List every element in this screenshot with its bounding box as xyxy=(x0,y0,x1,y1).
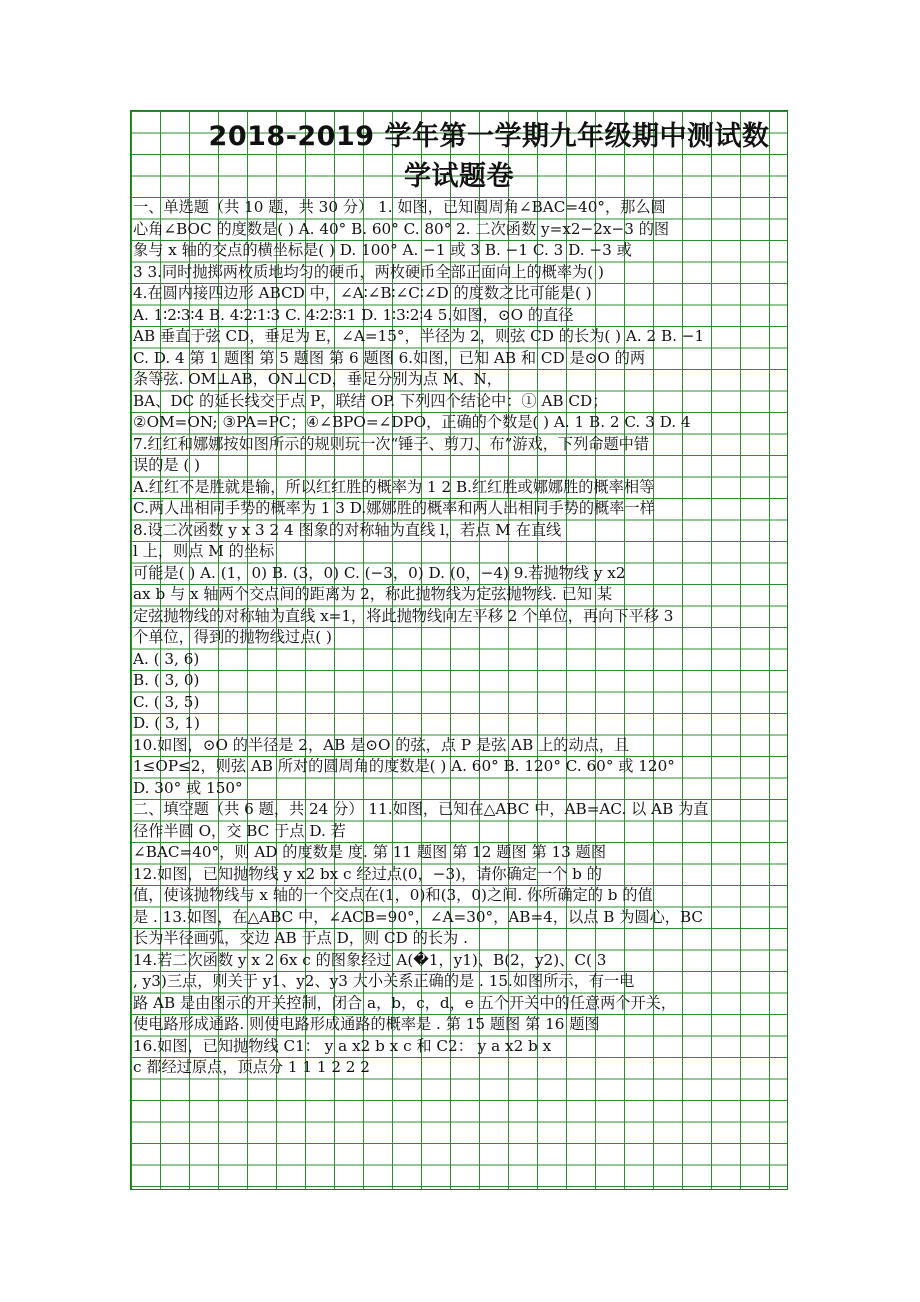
text-line: A. ( 3, 6) xyxy=(133,649,200,668)
text-line: 二、填空题（共 6 题，共 24 分） 11.如图，已知在△ABC 中，AB=AC. 以 AB 为直 xyxy=(133,800,709,818)
exam-sheet xyxy=(130,110,788,1190)
text-line: 心角∠BOC 的度数是( ) A. 40° B. 60° C. 80° 2. 二次函数 y=x2−2x−3 的图 xyxy=(133,219,670,238)
text-line: 使电路形成通路. 则使电路形成通路的概率是 . 第 15 题图 第 16 题图 xyxy=(133,1015,600,1033)
text-line: 个单位，得到的抛物线过点( ) xyxy=(133,628,332,646)
text-line: C. D. 4 第 1 题图 第 5 题图 第 6 题图 6.如图，已知 AB 和 CD 是⊙O 的两 xyxy=(133,348,646,367)
text-line: D. 30° 或 150° xyxy=(133,778,243,797)
text-line: 3 3.同时抛掷两枚质地均匀的硬币，两枚硬币全部正面向上的概率为( ) xyxy=(133,262,604,281)
text-line: D. ( 3, 1) xyxy=(133,714,200,732)
text-line: 定弦抛物线的对称轴为直线 x=1，将此抛物线向左平移 2 个单位，再向下平移 3 xyxy=(133,606,674,625)
text-line: C. ( 3, 5) xyxy=(133,692,200,711)
text-line: 10.如图，⊙O 的半径是 2，AB 是⊙O 的弦，点 P 是弦 AB 上的动点，且 xyxy=(133,735,630,754)
text-line: 长为半径画弧，交边 AB 于点 D，则 CD 的长为 . xyxy=(133,929,468,947)
text-line: 路 AB 是由图示的开关控制，闭合 a，b，c，d，e 五个开关中的任意两个开关， xyxy=(133,993,677,1012)
text-line: ax b 与 x 轴两个交点间的距离为 2，称此抛物线为定弦抛物线. 已知 某 xyxy=(133,585,613,603)
text-line: BA、DC 的延长线交于点 P，联结 OP. 下列四个结论中：① AB CD； xyxy=(133,391,608,410)
text-line: 值，使该抛物线与 x 轴的一个交点在(1，0)和(3，0)之间. 你所确定的 b 的值 xyxy=(133,886,653,904)
text-line: AB 垂直于弦 CD，垂足为 E，∠A=15°，半径为 2，则弦 CD 的长为( ) A. 2 B. −1 xyxy=(133,327,705,345)
exam-title-line-2: 学试题卷 xyxy=(404,161,514,192)
text-line: 一、单选题（共 10 题，共 30 分） 1. 如图，已知圆周角∠BAC=40°，那么圆 xyxy=(133,198,666,216)
text-line: A.红红不是胜就是输，所以红红胜的概率为 1 2 B.红红胜或娜娜胜的概率相等 xyxy=(133,477,655,496)
text-line: l 上，则点 M 的坐标 xyxy=(133,542,275,560)
text-line: 7.红红和娜娜按如图所示的规则玩一次“锤子、剪刀、布”游戏，下列命题中错 xyxy=(133,434,650,453)
text-line: A. 1∶2∶3∶4 B. 4∶2∶1∶3 C. 4∶2∶3∶1 D. 1∶3∶2∶4 5.如图，⊙O 的直径 xyxy=(133,305,574,324)
text-line: 象与 x 轴的交点的横坐标是( ) D. 100° A. −1 或 3 B. −1 C. 3 D. −3 或 xyxy=(133,241,632,259)
text-line: 条等弦. OM⊥AB，ON⊥CD，垂足分别为点 M、N， xyxy=(133,370,502,388)
text-line: , y3)三点，则关于 y1、y2、y3 大小关系正确的是 . 15.如图所示，有一电 xyxy=(133,972,635,990)
text-line: 可能是( ) A. (1，0) B. (3，0) C. (−3，0) D. (0，−4) 9.若抛物线 y x2 xyxy=(133,563,626,582)
text-line: 8.设二次函数 y x 3 2 4 图象的对称轴为直线 l，若点 M 在直线 xyxy=(133,520,562,539)
text-line: 误的是 ( ) xyxy=(133,456,201,474)
text-line: B. ( 3, 0) xyxy=(133,671,200,689)
text-line: 16.如图，已知抛物线 C1： y a x2 b x c 和 C2： y a x2 b x xyxy=(133,1036,552,1055)
text-line: C.两人出相同手势的概率为 1 3 D.娜娜胜的概率和两人出相同手势的概率一样 xyxy=(133,499,655,517)
text-line: ∠BAC=40°，则 AD 的度数是 度. 第 11 题图 第 12 题图 第 13 题图 xyxy=(133,843,607,861)
text-line: 12.如图，已知抛物线 y x2 bx c 经过点(0，−3)，请你确定一个 b 的 xyxy=(133,864,602,883)
text-line: 1≤OP≤2，则弦 AB 所对的圆周角的度数是( ) A. 60° B. 120° C. 60° 或 120° xyxy=(133,757,675,775)
text-line: 14.若二次函数 y x 2 6x c 的图象经过 A(�1，y1)、B(2，y2)、C( 3 xyxy=(133,950,607,969)
text-line: 4.在圆内接四边形 ABCD 中，∠A∶∠B∶∠C∶∠D 的度数之比可能是( ) xyxy=(133,284,592,302)
text-line: 是 . 13.如图，在△ABC 中，∠ACB=90°，∠A=30°，AB=4，以点 B 为圆心，BC xyxy=(133,907,704,926)
exam-title-line-1: 2018-2019 学年第一学期九年级期中测试数 xyxy=(208,121,770,152)
text-line: c 都经过原点，顶点分 1 1 1 2 2 2 xyxy=(133,1058,370,1076)
text-line: 径作半圆 O，交 BC 于点 D. 若 xyxy=(133,821,346,840)
text-line: ②OM=ON; ③PA=PC；④∠BPO=∠DPO，正确的个数是( ) A. 1 B. 2 C. 3 D. 4 xyxy=(133,413,691,431)
